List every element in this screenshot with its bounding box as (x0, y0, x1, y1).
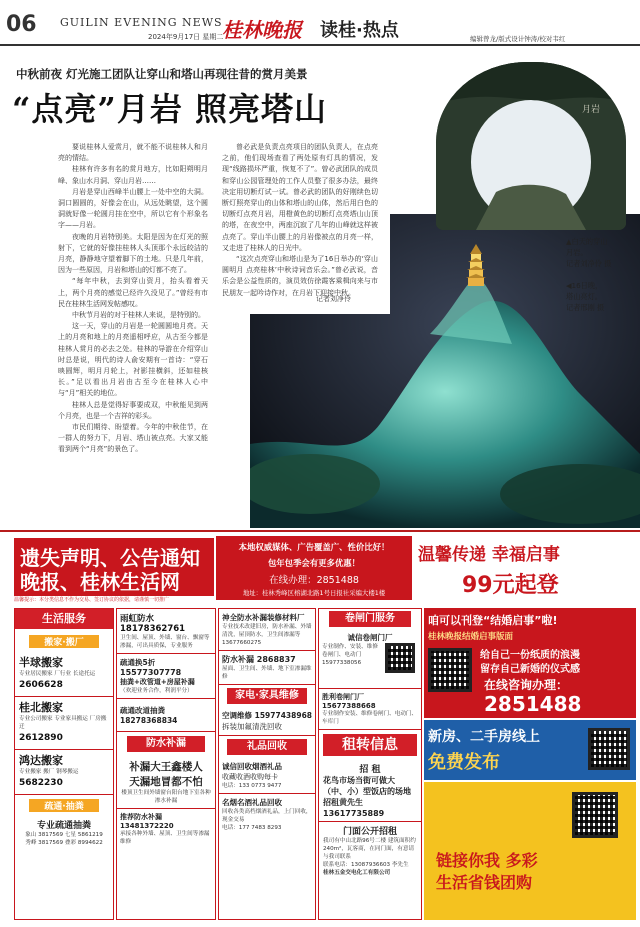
article-paragraph: 桂林有许多有名的赏月地方，比如阳朔明月峰、象山水月洞、穿山月岩…… (58, 165, 208, 185)
editor-credits: 编辑曾龙/版式设计钟涛/校对韦红 (470, 35, 566, 43)
caption-line: 记者邢刚 摄 (566, 303, 605, 312)
ad-name: 推荐防水补漏 13481372220 (120, 813, 174, 830)
paper-name-en: GUILIN EVENING NEWS (60, 16, 223, 29)
ad-wedding-banner (412, 536, 636, 600)
ad-media-line: 在线办理：2851488 (269, 575, 359, 586)
ad-media-line: 包年包季会有更多优惠！ (267, 558, 361, 568)
qr-code-icon (572, 792, 618, 838)
article-paragraph: “每年中秋，去到穿山资月，抬头看着天上，两个月亮的感觉已经许久没见了。”曾经有市民在桂林生活网发帖感叹。 (58, 277, 208, 308)
wedding-promo (424, 608, 636, 718)
wedding-online: 在线咨询办理： (484, 678, 569, 692)
ad-note: 抽粪+改管道+房屋补漏 (120, 678, 195, 686)
classified-ad-item (15, 652, 113, 697)
ad-name: 补漏大王鑫楼人 (129, 761, 203, 773)
classified-subsection: 疏通·抽粪 (29, 799, 99, 812)
article-paragraph: 桂林人总是觉得好事要成双，中秋能见到两个月亮，也是一个吉祥的彩头。 (58, 400, 208, 420)
ad-name: 天漏地冒都不怕 (129, 776, 203, 788)
classified-ad-item (219, 707, 315, 736)
ad-name: 桂北搬家 (19, 701, 63, 714)
article-paragraph: “这次点亮穿山和塔山是为了16日举办的‘穿山圆明月 点亮桂林’中秋诗词音乐会。”曾必武说，音乐会是公益性质的，演员效仿徐霞客乘楫向来与市民朋友一起吟诗作对，在月岩下迎接中秋。 (222, 255, 378, 297)
ad-note: 专业技术改建旧房，防水补漏、外墙清洗，屋顶防水，卫生间渗漏等 (222, 624, 312, 638)
ad-phone: 15977338056 (322, 660, 362, 666)
ad-phone: 18178362761 (120, 624, 186, 634)
ad-note: 花鸟市场当街可做大（中、小）型饭店的场地招租黄先生 13617735889 (323, 776, 411, 818)
classified-ad-item (219, 794, 315, 835)
ad-notice-disclaimer: 温馨提示：本分类信息不作为交易、签订协议的依据，请谨慎一切推广 (14, 597, 170, 603)
ad-note: 专业搬家 搬厂 钢琴搬运 (19, 769, 79, 775)
ad-note: 专业公司搬家 专业家具搬运 厂房搬迁 (19, 716, 107, 730)
classified-promos (424, 608, 636, 920)
classified-ad-item (15, 750, 113, 795)
classified-ad-item (117, 609, 215, 654)
ad-wedding-line1: 温馨传递 幸福启事 (418, 545, 560, 565)
ad-phone: 13677660275 (222, 640, 262, 646)
caption-line: 记者刘净伶 摄 (566, 259, 612, 268)
ad-note: 我司有中山北路96号二楼 建筑面积约240m²，瓦客商，在同门面，有意请与我司联系 (323, 838, 416, 860)
qr-code-icon (588, 728, 630, 770)
ad-notice-line2: 晚报、桂林生活网 (20, 570, 180, 594)
ad-phone: 象山 3817569 七星 5861219 (25, 832, 103, 838)
ad-phone: 电话：133 0773 9477 (222, 783, 282, 789)
classified-ad-item (319, 821, 421, 879)
house-promo (424, 720, 636, 780)
classified-subsection: 家电·家具维修 (227, 688, 307, 704)
ad-note: 承接各种外墙、屋顶、卫生间等渗漏维修 (120, 831, 210, 845)
caption-line: 月岩。 (566, 248, 588, 257)
ad-note: 专业制作安装、维修卷闸门、电动门、车库门 (322, 711, 418, 725)
classified-section-title: 生活服务 (15, 609, 113, 629)
ad-name: 疏通换5折 (120, 658, 156, 667)
classified-ad-item (117, 756, 215, 809)
ad-org: 桂林五金交电化工有限公司 (323, 870, 391, 876)
photo-watermark: 月岩 (582, 105, 601, 115)
ad-note: 专业制作、安装、维修卷闸门、电动门 (322, 644, 378, 658)
article-column-1 (58, 142, 208, 456)
classified-ad-item: 疏通改道抽粪 18278368834 (117, 699, 215, 732)
qr-code-icon (385, 643, 415, 673)
ad-name: 胜利卷闸门厂 15677388668 (322, 693, 376, 710)
classified-ad-item (319, 629, 421, 689)
groupbuy-promo (424, 782, 636, 920)
groupbuy-title: 链接你我 多彩 (436, 851, 538, 870)
ad-phone: 秀峰 3817569 叠彩 8994622 (25, 840, 103, 846)
caption-night (566, 280, 604, 313)
wedding-line: 留存自己新婚的仪式感 (480, 664, 580, 675)
article-paragraph: 要说桂林人爱赏月，就不能不说桂林人和月亮的情结。 (58, 143, 208, 163)
paper-brand: 桂林晚报 (222, 18, 302, 42)
ad-note: 楼顶卫生间外墙窗台阳台地下室各种渗水补漏 (121, 790, 211, 804)
classified-ad-item (319, 760, 421, 821)
classified-subsection: 防水补漏 (127, 736, 205, 752)
ad-phone: 电话：177 7483 8293 (222, 825, 282, 831)
classified-ad-item (219, 651, 315, 685)
classified-ad-item (15, 816, 113, 849)
ad-note: 屋面、卫生间、外墙、地下室渗漏维修 (222, 666, 312, 680)
ad-name: 空调维修 15977438968 (222, 711, 313, 720)
qr-code-icon (428, 648, 472, 692)
article-column-2 (222, 142, 378, 299)
ad-note: 卫生间、屋顶、外墙、窗台、飘窗等渗漏，可出具质保，专业服务 (120, 635, 210, 649)
classified-ad-item (219, 609, 315, 651)
ad-notice-line1: 遗失声明、公告通知 (20, 546, 200, 570)
wedding-phone: 2851488 (484, 692, 582, 716)
classified-ad-item (117, 809, 215, 849)
caption-line: ◀16日晚， (566, 281, 603, 290)
classified-ad-item (219, 758, 315, 794)
ad-note: 拆装加氟清洗回收 (222, 722, 282, 731)
classified-section-title: 卷闸门服务 (329, 611, 411, 627)
ad-note: 收藏收酒收购每卡 (222, 773, 278, 781)
article-paragraph: 中秋节月岩的对于桂林人来说，是特别的。 (72, 311, 205, 320)
ad-name: 神全防水补漏装修材料厂 (222, 613, 305, 622)
article-paragraph: 曾必武是负责点亮项目的团队负责人，在点亮之前，他们现场查看了两处原有灯具的情况，发现“线路损坏严重，恢复不了”。曾必武团队的成员和穿山公园管理处的工作人员整了很多办法，最终决定用切断灯试一试。曾必武的团队的好刚续色切断灯照亮穿山的山体和塔山的山体，然后用白色的切断灯点亮月岩，用橙黄色的切断灯点亮塔山山顶的塔，在夜空中，两座沉寂了几年的山峰就这样被点亮了。穿山半山腰上的月岩像被点的月亮一样，又走进了桂林人的日光中。 (222, 143, 378, 252)
classified-door-rental (318, 608, 422, 920)
wedding-line: 给自己一份纸质的浪漫 (480, 650, 580, 661)
ad-phone: 2606628 (19, 680, 63, 690)
article-headline: “点亮”月岩 照亮塔山 (12, 90, 327, 128)
wedding-sub: 桂林晚报结婚启事版面 (428, 632, 514, 642)
classified-ad-item (117, 654, 215, 699)
ad-name: 门面公开招租 (342, 827, 397, 837)
house-title: 新房、二手房线上 (428, 729, 540, 745)
article-paragraph: 月岩是穿山西峰半山腰上一处中空的大洞。洞口圆圆的，好像会在山，从远处眺望，这个圆洞就好像一轮圆月挂在空中，所以它有个形象名字——月岩。 (58, 187, 208, 230)
ad-wedding-price: 99元起登 (462, 573, 559, 598)
caption-line: ▲白天的穿山 (566, 237, 608, 246)
page-number: 06 (6, 12, 37, 37)
ad-name: 专业疏通抽粪 (36, 821, 91, 831)
article-byline: 记者刘净伶 (316, 295, 351, 303)
classified-life-services (14, 608, 114, 920)
classified-subsection: 租转信息 (323, 734, 417, 756)
ad-name: 半球搬家 (19, 656, 63, 669)
classified-mixed (218, 608, 316, 920)
ad-media-address: 地址：桂林秀峰区榕湖北路1号日报社采编大楼1楼 (242, 589, 386, 597)
ad-name: 名烟名酒礼品回收 (222, 798, 282, 807)
house-free: 免费发布 (428, 752, 500, 773)
daytime-photo-yueyan (436, 62, 626, 230)
classified-ad-item (15, 697, 113, 750)
ad-media-line: 本地权威媒体、广告覆盖广、性价比好！ (238, 542, 390, 552)
ad-name: 鸿达搬家 (19, 754, 63, 767)
classified-subsection: 搬家·搬厂 (29, 635, 99, 648)
article-paragraph: 夜晚的月岩特别美。太阳是因为在灯光的照射下，它就的好像挂桂林人头顶那个永远皎洁的月亮，静静地守望着脚下的土地。只是几年前，因为一些原因，月岩和塔山的灯都不亮了。 (58, 232, 208, 275)
ad-note: 回收各类高档烟酒礼品，上门回收，现金交易 (222, 809, 312, 823)
ad-phone: 5682230 (19, 778, 63, 788)
ad-name: 诚信卷闸门厂 (347, 633, 393, 642)
caption-daytime (566, 236, 611, 269)
ad-name: 诚信回收烟酒礼品 (222, 762, 282, 771)
caption-line: 塔山亮灯。 (566, 292, 602, 301)
section-title: 读桂·热点 (320, 20, 399, 41)
article-paragraph: 市民们期待、盼望着。今年的中秋佳节，在一群人的努力下，月岩、塔山被点亮。大家又能看到两个“月亮”的景色了。 (58, 423, 208, 454)
classified-subsection: 礼品回收 (227, 739, 307, 755)
ad-name: 防水补漏 2868837 (222, 655, 296, 664)
groupbuy-title: 生活省钱团购 (436, 873, 533, 892)
classified-waterproofing (116, 608, 216, 920)
ad-phone: 联系电话：13087936603 李先生 (323, 862, 409, 868)
ad-name: 招 租 (359, 765, 381, 775)
article-paragraph: 这一天，穿山的月岩是一轮圆圆地月亮。天上的月亮和地上的月亮遥相呼应，从古至今都是桂林人赏月的必去之处。桂林的导游在介绍穿山时总是说，明代的诗人俞安期有一首诗：“穿石映圆辉，明月月轮上，衬影挂横斜，还如桂核长。”足以看出月岩由古至今在桂林人心中与“月”相关的地位。 (58, 322, 208, 398)
classified-ad-item (319, 689, 421, 730)
ad-phone: 15577307778 (120, 668, 182, 677)
wedding-title: 咱可以刊登“结婚启事”啦! (428, 614, 558, 627)
ad-media-info (216, 536, 412, 600)
ad-notice-banner (14, 538, 214, 596)
ad-note: 专业居民搬家 厂行业 长途托运 (19, 671, 96, 677)
ad-name: 雨虹防水 (120, 614, 155, 624)
article-kicker: 中秋前夜 灯光施工团队让穿山和塔山再现往昔的赏月美景 (16, 67, 308, 81)
ad-note: （欢迎业务合作，利润平分） (120, 688, 193, 694)
issue-date: 2024年9月17日 星期二 (148, 33, 224, 41)
ad-phone: 2612890 (19, 733, 63, 743)
